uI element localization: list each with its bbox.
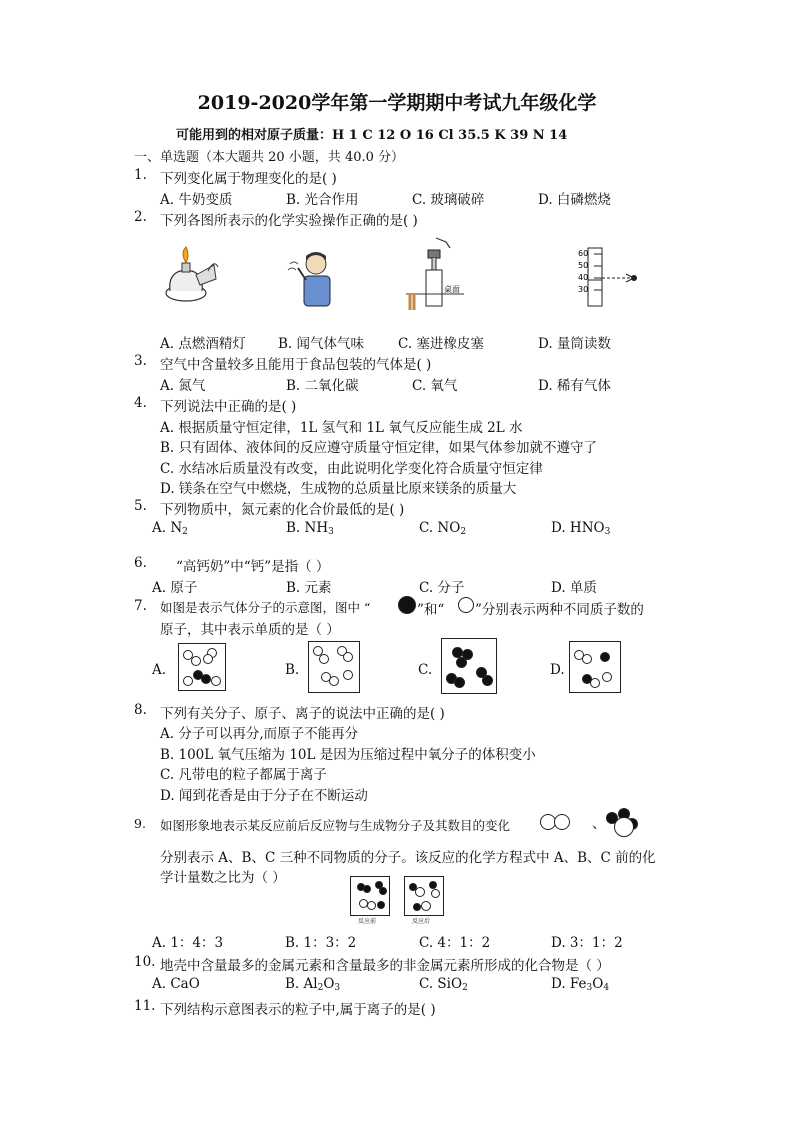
q10-stem: 地壳中含量最多的金属元素和含量最多的非金属元素所形成的化合物是（ ） xyxy=(160,958,610,974)
q2-stem: 下列各图所表示的化学实验操作正确的是( ) xyxy=(160,213,418,229)
q7-option-d-box xyxy=(569,641,621,693)
q7-option-a: A. xyxy=(152,662,167,678)
q10-option-b: B. $Al_2O_3$ xyxy=(285,976,341,993)
q11-stem: 下列结构示意图表示的粒子中,属于离子的是( ) xyxy=(160,1002,436,1018)
q3-number: 3. xyxy=(134,353,147,369)
page-title: 2019-2020学年第一学期期中考试九年级化学 xyxy=(197,92,597,114)
q9-stem: 如图形象地表示某反应前后反应物与生成物分子及其数目的变化 xyxy=(160,818,511,833)
q8-option-b: B. 100L 氧气压缩为 10L 是因为压缩过程中氧分子的体积变小 xyxy=(160,747,536,763)
hollow-atom-icon xyxy=(458,597,474,613)
q2-option-b: B. 闻气体气味 xyxy=(278,336,365,352)
q9-option-b: B. 1：3：2 xyxy=(285,935,357,951)
q4-option-b: B. 只有固体、液体间的反应遵守质量守恒定律，如果气体参加就不遵守了 xyxy=(160,440,598,456)
q7-stem-part-c: ”分别表示两种不同质子数的 xyxy=(475,602,644,618)
q7-number: 7. xyxy=(134,598,147,614)
q8-number: 8. xyxy=(134,702,147,718)
q1-option-c: C. 玻璃破碎 xyxy=(412,192,485,208)
q9-option-d: D. 3：1：2 xyxy=(551,935,623,951)
q9-after-label: 反应后 xyxy=(412,918,431,925)
molecule-c-atom2-icon xyxy=(614,817,634,837)
q11-number: 11. xyxy=(134,998,156,1014)
q9-option-a: A. 1：4：3 xyxy=(152,935,224,951)
q10-option-d: D. $Fe_3O_4$ xyxy=(551,976,610,993)
q6-stem: “高钙奶”中“钙”是指（ ） xyxy=(176,559,330,575)
q6-number: 6. xyxy=(134,555,147,571)
q10-number: 10. xyxy=(134,954,156,970)
q9-before-box xyxy=(350,876,390,916)
q6-option-a: A. 原子 xyxy=(152,580,198,596)
q2-option-c: C. 塞进橡皮塞 xyxy=(398,336,484,352)
smelling-gas-figure xyxy=(286,250,338,308)
q8-option-a: A. 分子可以再分,而原子不能再分 xyxy=(160,726,359,742)
q1-stem: 下列变化属于物理变化的是( ) xyxy=(160,171,337,187)
atomic-mass-line: 可能用到的相对原子质量：H 1 C 12 O 16 Cl 35.5 K 39 N 14 xyxy=(176,128,568,143)
q3-option-c: C. 氧气 xyxy=(412,378,458,394)
cylinder-tick-60: 60 xyxy=(578,249,589,258)
q6-option-b: B. 元素 xyxy=(286,580,332,596)
q7-option-b: B. xyxy=(285,662,300,678)
q3-option-b: B. 二氧化碳 xyxy=(286,378,359,394)
q4-option-c: C. 水结冰后质量没有改变，由此说明化学变化符合质量守恒定律 xyxy=(160,461,543,477)
q1-option-b: B. 光合作用 xyxy=(286,192,359,208)
q7-option-b-box xyxy=(308,641,360,693)
q9-stem-line3: 学计量数之比为（ ） xyxy=(160,870,286,886)
cylinder-tick-40: 40 xyxy=(578,273,589,282)
rubber-stopper-figure xyxy=(406,236,468,312)
q2-number: 2. xyxy=(134,209,147,225)
q4-option-d: D. 镁条在空气中燃烧，生成物的总质量比原来镁条的质量大 xyxy=(160,481,517,497)
q7-stem-part-a: 如图是表示气体分子的示意图，图中 “ xyxy=(160,600,371,615)
q7-option-a-box xyxy=(178,643,226,691)
section-heading: 一、单选题（本大题共 20 小题，共 40.0 分） xyxy=(134,150,405,165)
alcohol-lamp-figure xyxy=(160,245,222,307)
q10-option-c: C. SiO$_2$ xyxy=(419,976,468,993)
q1-number: 1. xyxy=(134,167,147,183)
q3-option-a: A. 氮气 xyxy=(160,378,206,394)
molecule-a-atom2-icon xyxy=(554,814,570,830)
q8-stem: 下列有关分子、原子、离子的说法中正确的是( ) xyxy=(160,706,445,722)
q2-option-d: D. 量筒读数 xyxy=(538,336,611,352)
q7-option-c: C. xyxy=(418,662,433,678)
q7-stem-line2: 原子，其中表示单质的是（ ） xyxy=(160,622,340,638)
q10-option-a: A. CaO xyxy=(152,976,200,992)
q5-number: 5. xyxy=(134,498,147,514)
q5-stem: 下列物质中，氮元素的化合价最低的是( ) xyxy=(160,502,405,518)
q9-number: 9. xyxy=(134,816,146,831)
q6-option-d: D. 单质 xyxy=(551,580,597,596)
cylinder-tick-30: 30 xyxy=(578,285,589,294)
q1-option-a: A. 牛奶变质 xyxy=(160,192,233,208)
q9-separator: 、 xyxy=(592,816,606,832)
desk-label: 桌面 xyxy=(444,285,460,294)
q2-option-a: A. 点燃酒精灯 xyxy=(160,336,246,352)
q5-option-d: D. $HNO_3$ xyxy=(551,520,611,537)
q6-option-c: C. 分子 xyxy=(419,580,465,596)
q7-stem-part-b: ”和“ xyxy=(417,602,445,618)
q4-option-a: A. 根据质量守恒定律，1L 氢气和 1L 氧气反应能生成 2L 水 xyxy=(160,420,523,436)
q9-before-label: 反应前 xyxy=(358,918,377,925)
cylinder-tick-50: 50 xyxy=(578,261,589,270)
filled-atom-icon xyxy=(398,596,416,614)
q7-option-c-box xyxy=(441,638,497,694)
q5-option-c: C. $NO_2$ xyxy=(419,520,467,537)
graduated-cylinder-figure xyxy=(568,244,640,308)
q5-option-a: A. $N_2$ xyxy=(152,520,188,537)
q3-stem: 空气中含量较多且能用于食品包装的气体是( ) xyxy=(160,357,432,373)
q9-after-box xyxy=(404,876,444,916)
q7-option-d: D. xyxy=(550,662,565,678)
q8-option-c: C. 凡带电的粒子都属于离子 xyxy=(160,767,327,783)
q8-option-d: D. 闻到花香是由于分子在不断运动 xyxy=(160,788,368,804)
q9-option-c: C. 4：1：2 xyxy=(419,935,491,951)
q1-option-d: D. 白磷燃烧 xyxy=(538,192,611,208)
q3-option-d: D. 稀有气体 xyxy=(538,378,611,394)
q5-option-b: B. $NH_3$ xyxy=(286,520,334,537)
q9-stem-line2: 分别表示 A、B、C 三种不同物质的分子。该反应的化学方程式中 A、B、C 前的化 xyxy=(160,850,656,866)
q4-number: 4. xyxy=(134,395,147,411)
q4-stem: 下列说法中正确的是( ) xyxy=(160,399,297,415)
